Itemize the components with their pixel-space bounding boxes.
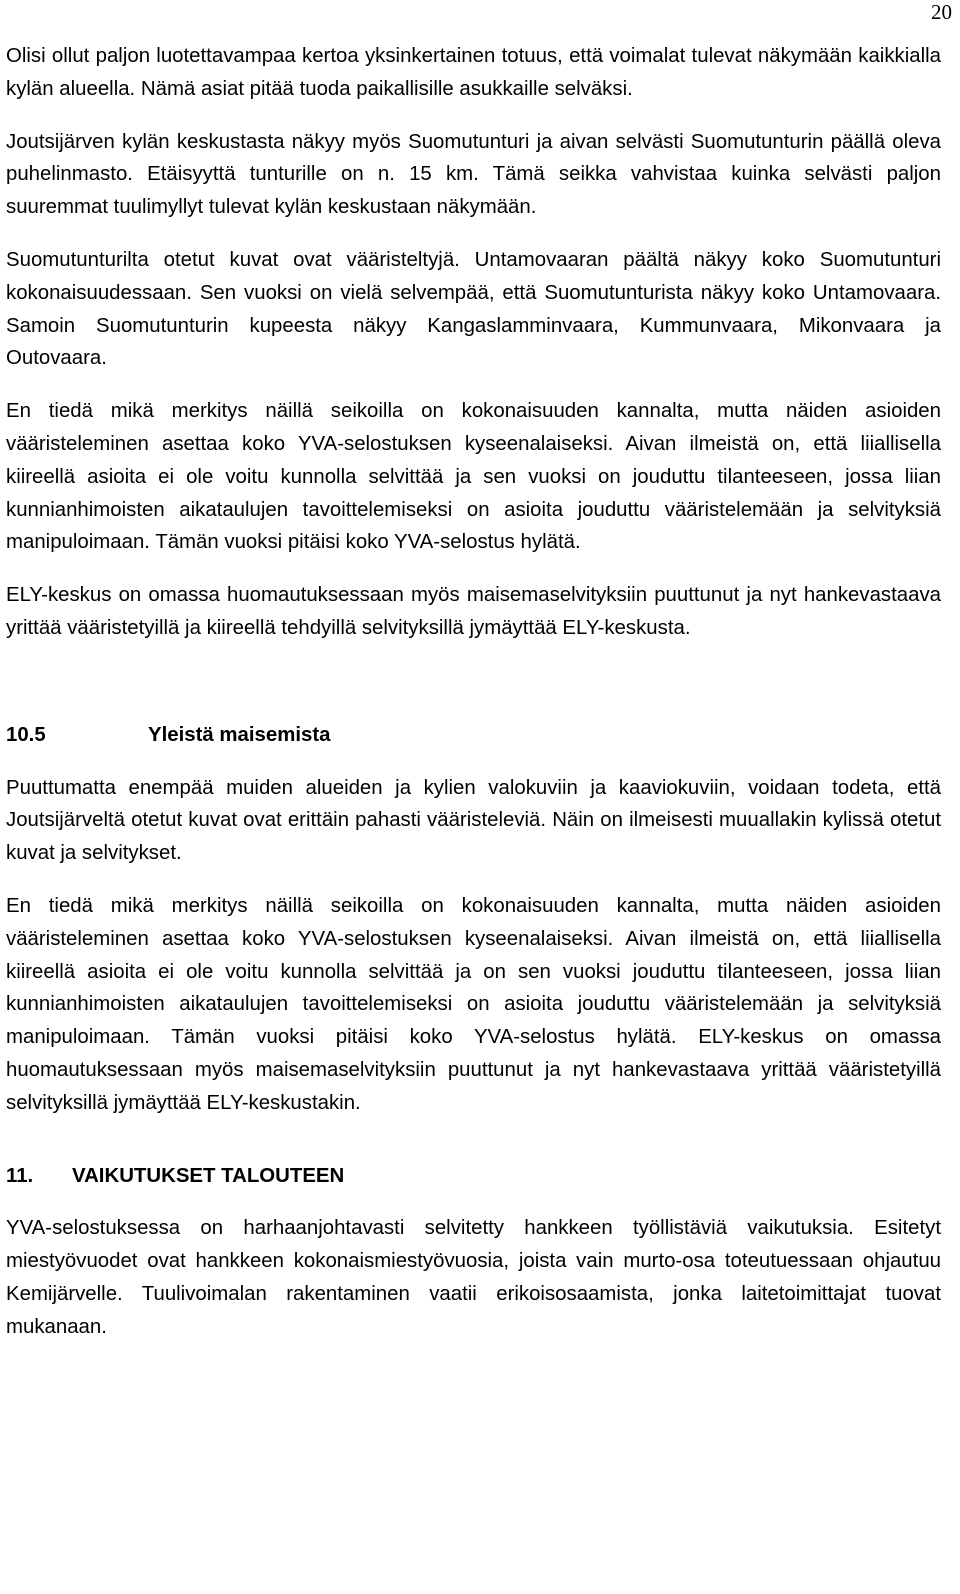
paragraph: ELY-keskus on omassa huomautuksessaan myös maisemaselvityksiin puuttunut ja nyt hankevastaava yrittää vääristetyillä ja kiireellä tehdyillä selvityksillä jymäyttää ELY-keskusta. [6, 584, 941, 639]
paragraph: En tiedä mikä merkitys näillä seikoilla on kokonaisuuden kannalta, mutta näiden asioiden vääristeleminen asettaa koko YVA-selostuksen kyseenalaiseksi. Aivan ilmeistä on, että liiallisella kiireellä asioita ei ole voitu kunnolla selvittää ja sen vuoksi on jouduttu tilanteeseen, jossa liian kunnianhimoisten aikataulujen tavoittelemiseksi on asioita jouduttu vääristelemään ja selvityksiä manipuloimaan. Tämän vuoksi pitäisi koko YVA-selostus hylätä. [6, 400, 941, 554]
paragraph: Puuttumatta enempää muiden alueiden ja kylien valokuviin ja kaaviokuviin, voidaan todeta, että Joutsijärveltä otetut kuvat ovat erittäin pahasti vääristeleviä. Näin on ilmeisesti muuallakin kylissä otetut kuvat ja selvitykset. [6, 776, 941, 865]
section-title: Yleistä maisemista [148, 723, 331, 746]
page-number: 20 [931, 0, 952, 24]
section-heading-10-5 [6, 719, 941, 752]
section-heading-11 [6, 1160, 941, 1193]
paragraph: YVA-selostuksessa on harhaanjohtavasti selvitetty hankkeen työllistäviä vaikutuksia. Esitetyt miestyövuodet ovat hankkeen kokonaismiestyövuosia, joista vain murto-osa toteutuessaan ohjautuu Kemijärvelle. Tuulivoimalan rakentaminen vaatii erikoisosaamista, jonka laitetoimittajat tuovat mukanaan. [6, 1217, 941, 1338]
paragraph: Suomutunturilta otetut kuvat ovat vääristeltyjä. Untamovaaran päältä näkyy koko Suomutunturi kokonaisuudessaan. Sen vuoksi on vielä selvempää, että Suomutunturista näkyy koko Untamovaara. Samoin Suomutunturin kupeesta näkyy Kangaslamminvaara, Kummunvaara, Mikonvaara ja Outovaara. [6, 248, 941, 370]
section-number: 10.5 [6, 723, 46, 746]
paragraph: Olisi ollut paljon luotettavampaa kertoa yksinkertainen totuus, että voimalat tulevat näkymään kaikkialla kylän alueella. Nämä asiat pitää tuoda paikallisille asukkaille selväksi. [6, 45, 941, 100]
section-title: VAIKUTUKSET TALOUTEEN [72, 1164, 345, 1187]
section-number: 11. [6, 1164, 34, 1187]
document-body [6, 40, 941, 1364]
paragraph: En tiedä mikä merkitys näillä seikoilla on kokonaisuuden kannalta, mutta näiden asioiden vääristeleminen asettaa koko YVA-selostuksen kyseenalaiseksi. Aivan ilmeistä on, että liiallisella kiireellä asioita ei ole voitu kunnolla selvittää ja on sen vuoksi jouduttu tilanteeseen, jossa liian kunnianhimoisten aikataulujen tavoittelemiseksi on asioita jouduttu vääristelemään ja selvityksiä manipuloimaan. Tämän vuoksi pitäisi koko YVA-selostus hylätä. ELY-keskus on omassa huomautuksessaan myös maisemaselvityksiin puuttunut ja nyt hankevastaava yrittää vääristetyillä selvityksillä jymäyttää ELY-keskustakin. [6, 894, 941, 1114]
paragraph: Joutsijärven kylän keskustasta näkyy myös Suomutunturi ja aivan selvästi Suomutunturin päällä oleva puhelinmasto. Etäisyyttä tunturille on n. 15 km. Tämä seikka vahvistaa kuinka selvästi paljon suuremmat tuulimyllyt tulevat kylän keskustaan näkymään. [6, 130, 941, 219]
